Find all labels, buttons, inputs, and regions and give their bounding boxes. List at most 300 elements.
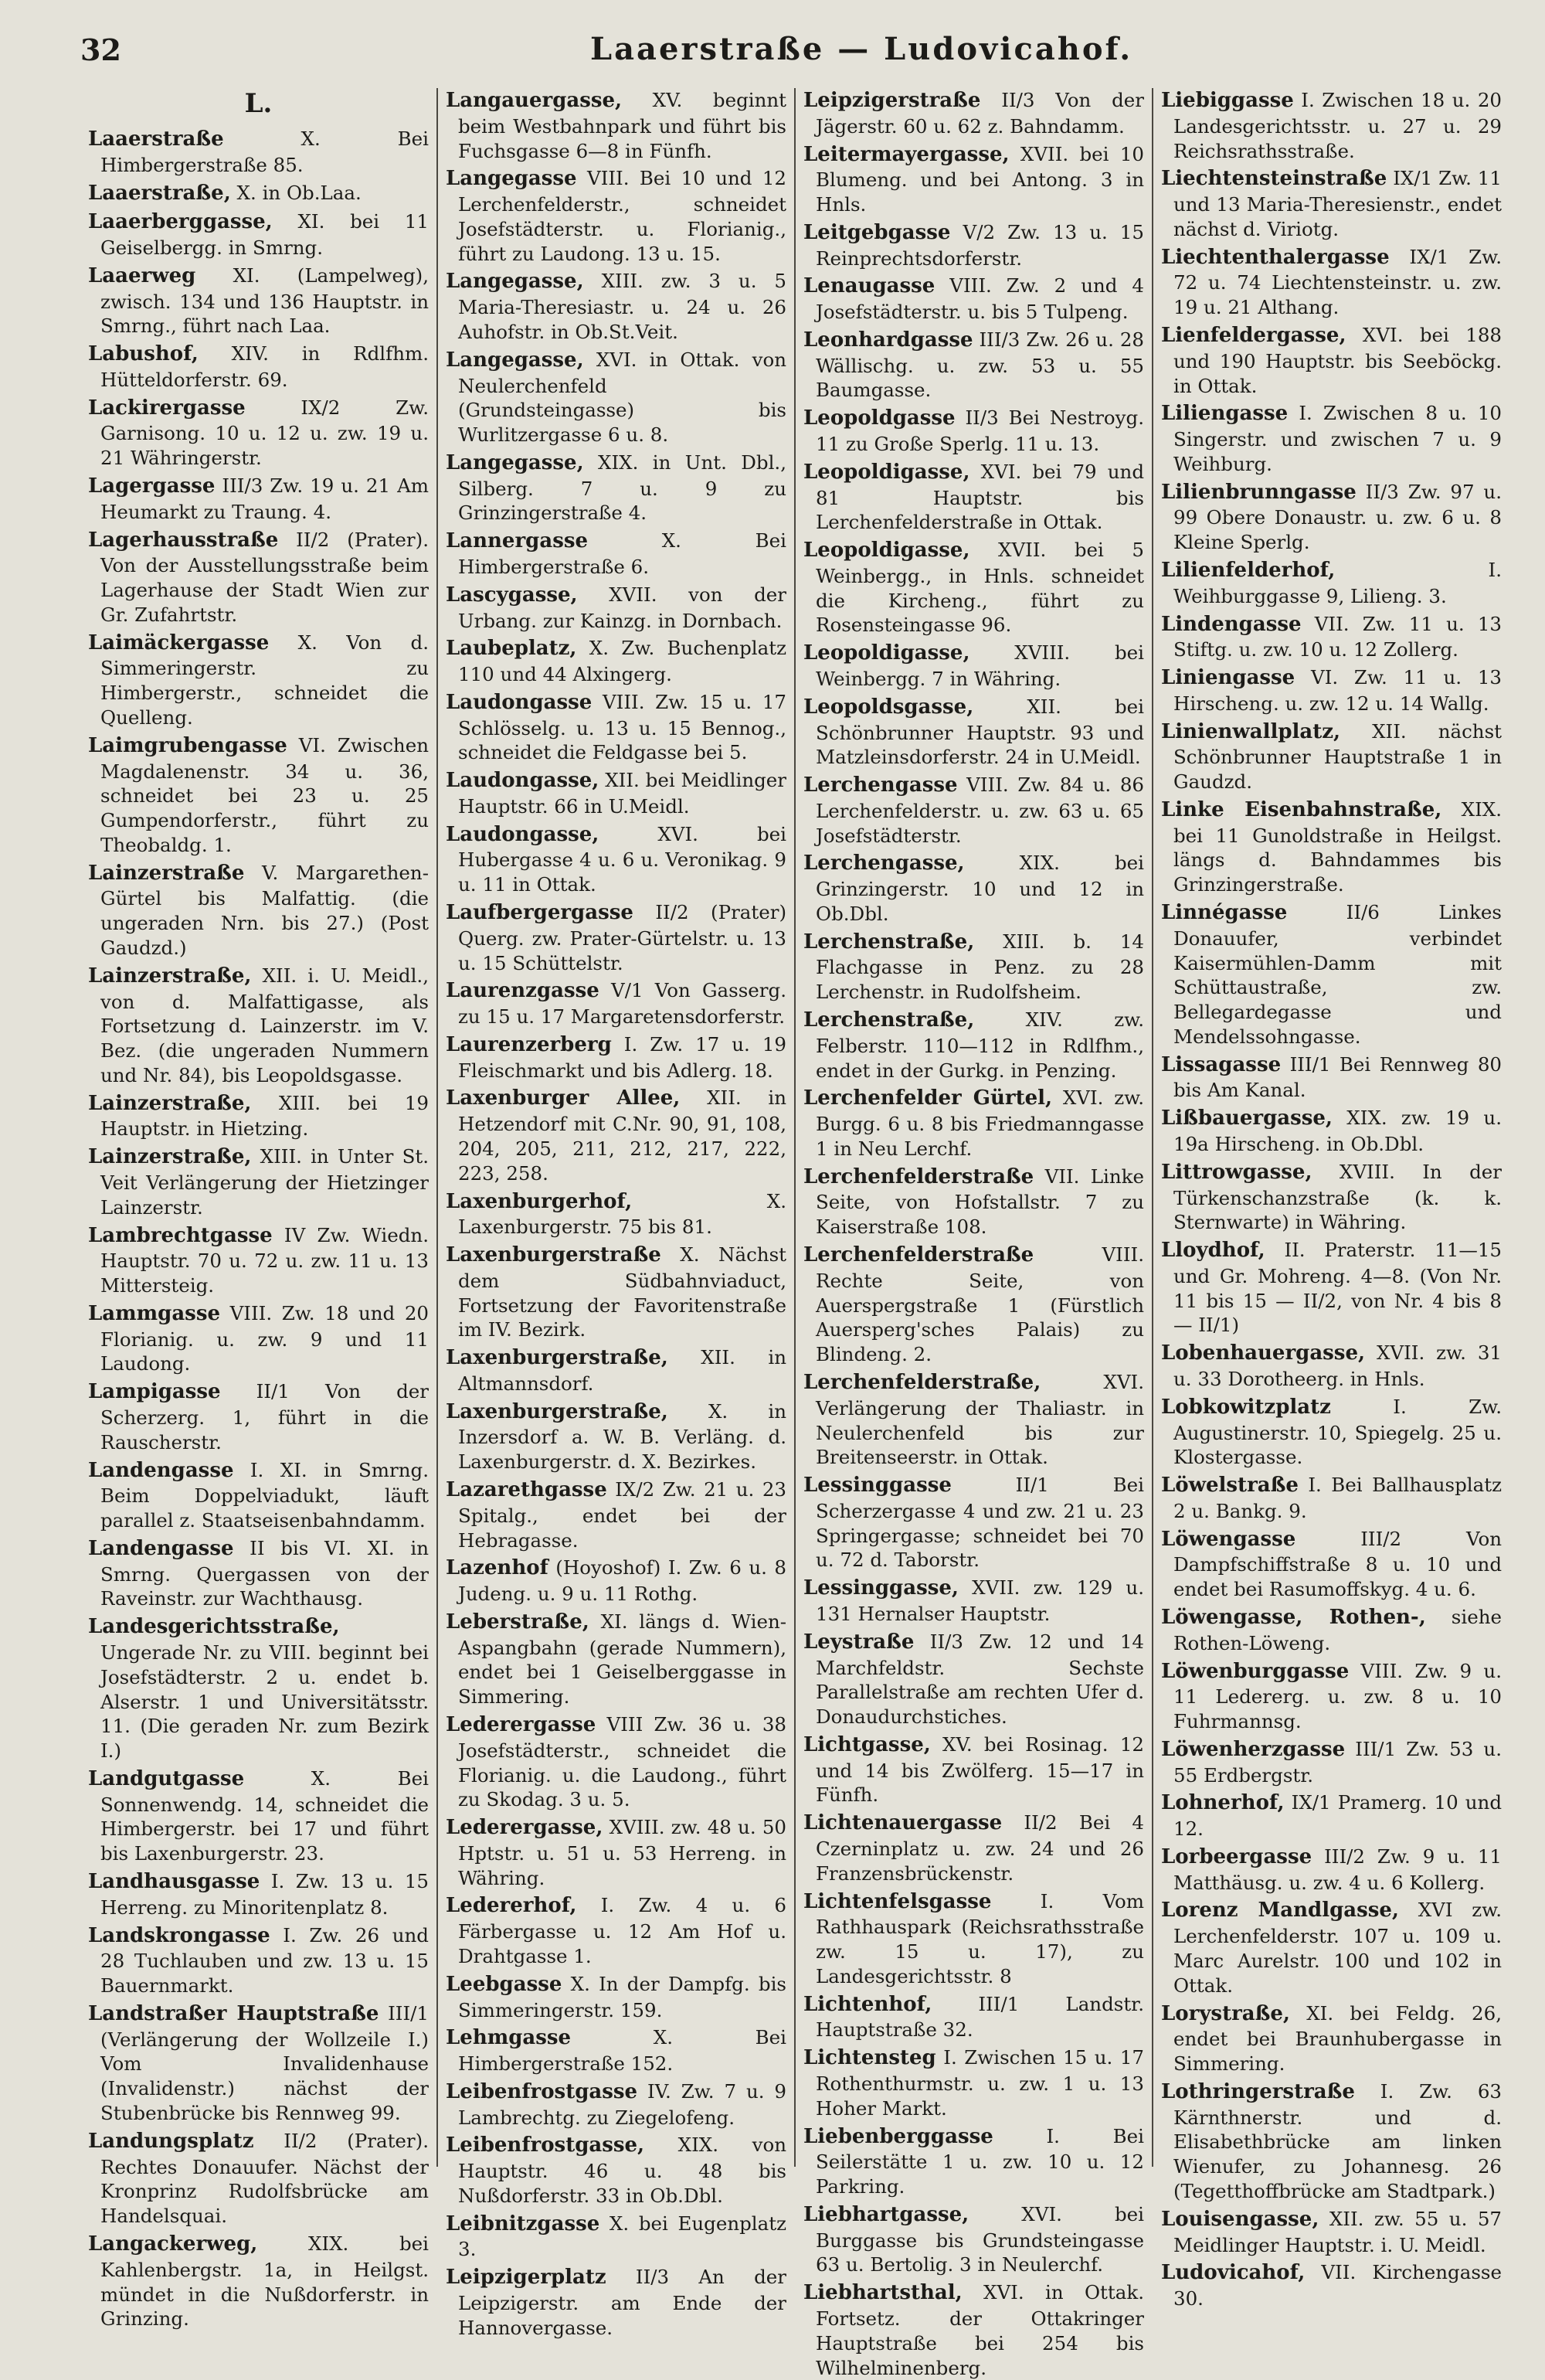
- street-entry: [88, 1766, 429, 1866]
- street-entry: [88, 631, 429, 730]
- street-entry: [803, 1473, 1144, 1572]
- street-entry: [88, 181, 429, 207]
- street-description: VIII. Zw. 84 u. 86 Lerchenfelderstr. u. zw. 63 u. 65 Josefstädterstr.: [816, 774, 1144, 847]
- street-name: Leonhardgasse: [803, 328, 973, 352]
- street-description: III/1 Zw. 53 u. 55 Erdbergstr.: [1173, 1737, 1502, 1787]
- street-description: I. Zwischen 18 u. 20 Landesgerichtsstr. u. 27 u. 29 Reichsrathsstraße.: [1173, 89, 1502, 162]
- street-entry: [803, 695, 1144, 770]
- street-name: Lainzerstraße,: [88, 964, 252, 988]
- street-name: Laxenburgerstraße,: [446, 1399, 668, 1423]
- street-name: Landengasse: [88, 1536, 234, 1560]
- street-entry: [88, 342, 429, 393]
- street-name: Lederergasse,: [446, 1816, 603, 1840]
- street-description: VIII. Zw. 18 und 20 Florianig. u. zw. 9 und 11 Laudong.: [100, 1301, 429, 1375]
- street-name: Ledererhof,: [446, 1894, 577, 1918]
- street-description: X. bei Eugenplatz 3.: [458, 2212, 786, 2261]
- street-name: Leipzigerstraße: [803, 89, 981, 112]
- street-name: Lessinggasse: [803, 1474, 952, 1498]
- street-name: Landskrongasse: [88, 1923, 270, 1947]
- street-description: I. Zwischen 8 u. 10 Singerstr. und zwischen 7 u. 9 Weihburg.: [1173, 402, 1502, 475]
- street-entry: [446, 1556, 786, 1606]
- street-description: II/3 Bei Nestroyg. 11 zu Große Sperlg. 11 u. 13.: [816, 406, 1144, 455]
- section-letter-heading: L.: [244, 88, 273, 119]
- street-entry: [446, 1477, 786, 1552]
- street-name: Lohnerhof,: [1161, 1791, 1285, 1815]
- street-entry: [446, 978, 786, 1029]
- street-entry: [1161, 1659, 1502, 1734]
- street-description: XIII. bei 19 Hauptstr. in Hietzing.: [100, 1091, 429, 1141]
- street-description: XVI. bei Burggasse bis Grundsteingasse 63 u. Bertolig. 3 in Neulerchf.: [816, 2202, 1144, 2276]
- street-name: Laimgrubengasse: [88, 733, 287, 757]
- street-name: Ludovicahof,: [1161, 2261, 1306, 2285]
- street-description: V. Margarethen-Gürtel bis Malfattig. (die ungeraden Nrn. bis 27.) (Post Gaudzd.): [100, 861, 429, 960]
- street-description: XVIII. bei Weinbergg. 7 in Währing.: [816, 641, 1144, 690]
- street-entry: [1161, 1844, 1502, 1896]
- street-description: XI. bei 11 Geiselbergg. in Smrng.: [100, 210, 429, 259]
- street-description: XII. bei Schönbrunner Hauptstr. 93 und Matzleinsdorferstr. 24 in U.Meidl.: [816, 695, 1144, 769]
- street-description: X. Bei Himbergerstraße 6.: [458, 529, 786, 578]
- street-name: Lobenhauergasse,: [1161, 1341, 1366, 1365]
- street-description: XIX. von Hauptstr. 46 u. 48 bis Nußdorferstr. 33 in Ob.Dbl.: [458, 2134, 786, 2207]
- street-entry: [803, 1992, 1144, 2043]
- street-entry: [446, 1712, 786, 1812]
- street-entry: [88, 1223, 429, 1298]
- street-description: X. Zw. Buchenplatz 110 und 44 Alxingerg.: [458, 637, 786, 686]
- street-name: Leystraße: [803, 1630, 915, 1654]
- street-description: IX/2 Zw. 21 u. 23 Spitalg., endet bei der Hebragasse.: [458, 1478, 786, 1552]
- street-description: X. In der Dampfg. bis Simmeringerstr. 159.: [458, 1972, 786, 2021]
- street-name: Leopoldigasse,: [803, 460, 970, 484]
- street-entry: [446, 1815, 786, 1890]
- street-name: Laudongasse,: [446, 822, 599, 846]
- street-entry: [803, 1630, 1144, 1729]
- street-entry: [88, 2129, 429, 2229]
- street-description: II/2 (Prater) Querg. zw. Prater-Gürtelstr. u. 13 u. 15 Schüttelstr.: [458, 901, 786, 974]
- street-entry: [803, 538, 1144, 638]
- street-name: Lerchengasse: [803, 774, 958, 797]
- street-name: Leitermayergasse,: [803, 142, 1010, 166]
- street-name: Lichtensteg: [803, 2046, 936, 2070]
- street-description: X. Bei Himbergerstraße 152.: [458, 2026, 786, 2076]
- street-name: Laudongasse,: [446, 769, 599, 793]
- street-entry: [1161, 1790, 1502, 1841]
- street-name: Lascygasse,: [446, 583, 578, 607]
- street-description: XI. (Lampelweg), zwisch. 134 und 136 Hauptstr. in Smrng., führt nach Laa.: [100, 264, 429, 338]
- street-description: III/1 (Verlängerung der Wollzeile I.) Vom Invalidenhause (Invalidenstr.) nächst der Stubenbrücke bis Rennweg 99.: [100, 2001, 429, 2125]
- street-description: II/2 (Prater). Von der Ausstellungsstraße beim Lagerhause der Stadt Wien zur Gr. Zufahrtstr.: [100, 528, 429, 626]
- street-entry: [446, 822, 786, 897]
- street-entry: [1161, 1473, 1502, 1524]
- street-entry: [1161, 88, 1502, 163]
- street-entry: [446, 2133, 786, 2208]
- street-entry: [1161, 2260, 1502, 2311]
- street-description: II bis VI. XI. in Smrng. Quergassen von der Raveinstr. zur Wachthausg.: [100, 1536, 429, 1610]
- street-entry: [88, 209, 429, 260]
- street-name: Löwenburggasse: [1161, 1659, 1350, 1683]
- street-entry: [803, 220, 1144, 271]
- street-description: XI. längs d. Wien-Aspangbahn (gerade Nummern), endet bei 1 Geiselberggasse in Simmering.: [458, 1610, 786, 1708]
- street-entry: [446, 768, 786, 819]
- street-description: X. Bei Himbergerstraße 85.: [100, 128, 429, 176]
- street-entry: [1161, 797, 1502, 897]
- street-description: XIV. zw. Felberstr. 110—112 in Rdlfhm., endet in der Gurkg. in Penzing.: [816, 1008, 1144, 1082]
- street-name: Lienfeldergasse,: [1161, 323, 1346, 347]
- street-entry: [446, 2265, 786, 2340]
- street-description: XIX. in Unt. Dbl., Silberg. 7 u. 9 zu Grinzingerstraße 4.: [458, 450, 786, 525]
- street-description: XII. i. U. Meidl., von d. Malfattigasse, als Fortsetzung d. Lainzerstr. im V. Bez. (die ungeraden Nummern und Nr. 84), bis Leopoldsgasse.: [100, 964, 429, 1086]
- street-entry: [1161, 2001, 1502, 2076]
- street-entry: [1161, 1605, 1502, 1656]
- street-name: Lainzerstraße,: [88, 1145, 252, 1169]
- street-description: III/3 Zw. 19 u. 21 Am Heumarkt zu Traung. 4.: [100, 474, 429, 523]
- street-name: Lagergasse: [88, 474, 216, 498]
- street-name: Liebhartsthal,: [803, 2281, 963, 2305]
- street-name: Lederergasse: [446, 1713, 596, 1737]
- street-name: Louisengasse,: [1161, 2207, 1319, 2231]
- street-name: Laufbergergasse: [446, 901, 633, 925]
- street-name: Leitgebgasse: [803, 220, 951, 244]
- street-entry: [446, 1399, 786, 1474]
- street-entry: [446, 529, 786, 580]
- street-name: Lazarethgasse: [446, 1478, 607, 1502]
- street-entry: [446, 2025, 786, 2076]
- street-name: Lilienfelderhof,: [1161, 558, 1336, 582]
- street-name: Leopoldgasse: [803, 406, 956, 430]
- street-entry: [88, 264, 429, 338]
- street-entry: [1161, 1052, 1502, 1103]
- street-name: Langegasse,: [446, 348, 584, 372]
- street-name: Laxenburger Allee,: [446, 1086, 681, 1110]
- street-name: Labushof,: [88, 342, 199, 366]
- columns-container: [80, 88, 1509, 2379]
- street-entry: [1161, 719, 1502, 794]
- street-name: Liechtenthalergasse: [1161, 245, 1390, 269]
- street-entry: [88, 396, 429, 471]
- street-description: IV Zw. Wiedn. Hauptstr. 70 u. 72 u. zw. 11 u. 13 Mittersteig.: [100, 1223, 429, 1297]
- street-name: Lindengasse: [1161, 612, 1302, 636]
- street-description: XVII. zw. 31 u. 33 Dorotheerg. in Hnls.: [1173, 1341, 1502, 1390]
- street-description: I. Weihburggasse 9, Lilieng. 3.: [1173, 558, 1502, 607]
- street-entry: [446, 1345, 786, 1396]
- street-entry: [88, 1614, 429, 1763]
- street-entry: [1161, 1737, 1502, 1788]
- street-name: Lilienbrunngasse: [1161, 480, 1357, 504]
- street-name: Langegasse,: [446, 450, 584, 474]
- street-entry: [1161, 1160, 1502, 1235]
- street-description: VII. Linke Seite, von Hofstallstr. 7 zu Kaiserstraße 108.: [816, 1164, 1144, 1239]
- street-entry: [446, 88, 786, 163]
- street-description: XVIII. In der Türkenschanzstraße (k. k. Sternwarte) in Währing.: [1173, 1160, 1502, 1234]
- street-entry: [803, 851, 1144, 926]
- street-description: II/2 (Prater). Rechtes Donauufer. Nächst der Kronprinz Rudolfsbrücke am Handelsquai.: [100, 2129, 429, 2228]
- street-description: X. Nächst dem Südbahnviaduct, Fortsetzung der Favoritenstraße im IV. Bezirk.: [458, 1243, 786, 1341]
- street-name: Laubeplatz,: [446, 637, 577, 661]
- street-name: Lerchenfelderstraße,: [803, 1370, 1041, 1394]
- street-name: Langegasse,: [446, 270, 584, 294]
- street-entry: [446, 690, 786, 765]
- street-description: VIII. Zw. 9 u. 11 Ledererg. u. zw. 8 u. 10 Fuhrmannsg.: [1173, 1659, 1502, 1733]
- street-description: I. Bei Seilerstätte 1 u. zw. 10 u. 12 Parkring.: [816, 2124, 1144, 2198]
- street-description: XIX. zw. 19 u. 19a Hirscheng. in Ob.Dbl.: [1173, 1107, 1502, 1155]
- street-description: XVII. von der Urbang. zur Kainzg. in Dornbach.: [458, 583, 786, 632]
- street-name: Lorenz Mandlgasse,: [1161, 1899, 1399, 1923]
- street-description: XVI. zw. Burgg. 6 u. 8 bis Friedmanngasse 1 in Neu Lerchf.: [816, 1086, 1144, 1160]
- street-name: Laaerberggasse,: [88, 210, 273, 234]
- street-description: III/1 Bei Rennweg 80 bis Am Kanal.: [1173, 1052, 1502, 1102]
- street-description: VIII. Zw. 15 u. 17 Schlösselg. u. 13 u. 15 Bennog., schneidet die Feldgasse bei 5.: [458, 690, 786, 764]
- street-name: Lainzerstraße: [88, 861, 245, 885]
- street-name: Lißbauergasse,: [1161, 1107, 1333, 1130]
- street-entry: [803, 460, 1144, 535]
- street-entry: [88, 861, 429, 960]
- street-entry: [803, 1810, 1144, 1885]
- street-description: XIII. b. 14 Flachgasse in Penz. zu 28 Lerchenstr. in Rudolfsheim.: [816, 930, 1144, 1004]
- street-entry: [88, 474, 429, 525]
- street-entry: [1161, 900, 1502, 1049]
- street-name: Linke Eisenbahnstraße,: [1161, 797, 1442, 821]
- street-description: X. Laxenburgerstr. 75 bis 81.: [458, 1189, 786, 1239]
- street-description: XVI. Verlängerung der Thaliastr. in Neulerchenfeld bis zur Breitenseerstr. in Ottak.: [816, 1370, 1144, 1469]
- street-entry: [803, 88, 1144, 139]
- street-description: I. Zw. 17 u. 19 Fleischmarkt und bis Adlerg. 18.: [458, 1032, 786, 1082]
- street-name: Lichtenauergasse: [803, 1811, 1003, 1835]
- street-description: II/1 Bei Scherzergasse 4 und zw. 21 u. 23 Springergasse; schneidet bei 70 u. 72 d. Taborstr.: [816, 1474, 1144, 1572]
- street-entry: [446, 583, 786, 634]
- street-entry: [88, 2232, 429, 2331]
- street-description: X. Von d. Simmeringerstr. zu Himbergerstr., schneidet die Quelleng.: [100, 631, 429, 729]
- column-3: [794, 88, 1152, 2379]
- street-description: VI. Zw. 11 u. 13 Hirscheng. u. zw. 12 u. 14 Wallg.: [1173, 666, 1502, 715]
- street-description: IX/2 Zw. Garnisong. 10 u. 12 u. zw. 19 u. 21 Währingerstr.: [100, 396, 429, 470]
- street-name: Löwengasse, Rothen-,: [1161, 1605, 1426, 1629]
- street-description: VII. Zw. 11 u. 13 Stiftg. u. zw. 10 u. 12 Zollerg.: [1173, 612, 1502, 661]
- street-entry: [803, 1008, 1144, 1083]
- street-entry: [88, 733, 429, 858]
- street-name: Lammgasse: [88, 1301, 220, 1325]
- street-name: Laudongasse: [446, 690, 593, 714]
- street-description: II/3 Zw. 97 u. 99 Obere Donaustr. u. zw. 6 u. 8 Kleine Sperlg.: [1173, 480, 1502, 554]
- street-entry: [88, 1923, 429, 1998]
- street-description: III/2 Von Dampfschiffstraße 8 u. 10 und endet bei Rasumoffskyg. 4 u. 6.: [1173, 1527, 1502, 1601]
- street-entry: [88, 1869, 429, 1920]
- street-entry: [803, 930, 1144, 1005]
- column-1: [80, 88, 436, 2331]
- street-description: XVII. zw. 129 u. 131 Hernalser Hauptstr.: [816, 1576, 1144, 1625]
- street-entry: [803, 142, 1144, 217]
- street-name: Langegasse: [446, 167, 577, 191]
- street-name: Lehmgasse: [446, 2026, 572, 2050]
- street-name: Laurenzgasse: [446, 979, 599, 1003]
- street-description: XI. bei Feldg. 26, endet bei Braunhubergasse in Simmering.: [1173, 2001, 1502, 2076]
- street-name: Landgutgasse: [88, 1766, 245, 1790]
- street-name: Lambrechtgasse: [88, 1223, 273, 1247]
- street-entry: [803, 2280, 1144, 2380]
- street-name: Linnégasse: [1161, 901, 1288, 925]
- street-name: Lainzerstraße,: [88, 1091, 252, 1115]
- street-entry: [1161, 1395, 1502, 1470]
- street-entry: [446, 1243, 786, 1342]
- street-name: Leibenfrostgasse,: [446, 2134, 645, 2157]
- street-name: Lannergasse: [446, 529, 589, 553]
- street-description: XVI zw. Lerchenfelderstr. 107 u. 109 u. Marc Aurelstr. 100 und 102 in Ottak.: [1173, 1899, 1502, 1997]
- street-name: Landengasse: [88, 1458, 234, 1482]
- street-description: IX/1 Zw. 72 u. 74 Liechtensteinstr. u. zw. 19 u. 21 Althang.: [1173, 245, 1502, 319]
- street-description: I. XI. in Smrng. Beim Doppelviadukt, läuft parallel z. Staatseisenbahndamm.: [100, 1458, 429, 1532]
- street-entry: [803, 2202, 1144, 2277]
- street-description: II/6 Linkes Donauufer, verbindet Kaisermühlen-Damm mit Schüttaustraße, zw. Bellegardegasse und Mendelssohngasse.: [1173, 901, 1502, 1048]
- street-description: XII. in Altmannsdorf.: [458, 1346, 786, 1395]
- street-description: XII. zw. 55 u. 57 Meidlinger Hauptstr. i. U. Meidl.: [1173, 2207, 1502, 2256]
- street-description: I. Zw. 4 u. 6 Färbergasse u. 12 Am Hof u. Drahtgasse 1.: [458, 1894, 786, 1968]
- street-name: Lerchenfelderstraße: [803, 1243, 1034, 1267]
- street-entry: [1161, 245, 1502, 320]
- street-name: Löwenherzgasse: [1161, 1737, 1346, 1761]
- street-entry: [446, 269, 786, 344]
- street-name: Löwelstraße: [1161, 1474, 1299, 1498]
- street-name: Liniengasse: [1161, 666, 1295, 690]
- street-description: I. Bei Ballhausplatz 2 u. Bankg. 9.: [1173, 1474, 1502, 1522]
- street-name: Landhausgasse: [88, 1870, 260, 1894]
- street-entry: [803, 406, 1144, 457]
- page-header: [80, 26, 1509, 88]
- street-description: XII. bei Meidlinger Hauptstr. 66 in U.Meidl.: [458, 769, 786, 818]
- street-name: Lissagasse: [1161, 1052, 1282, 1076]
- street-entry: [803, 328, 1144, 403]
- street-name: Leibnitzgasse: [446, 2212, 600, 2236]
- street-description: III/2 Zw. 9 u. 11 Matthäusg. u. zw. 4 u. 6 Kollerg.: [1173, 1844, 1502, 1894]
- street-name: Liebenberggasse: [803, 2124, 993, 2148]
- street-name: Leopoldigasse,: [803, 641, 970, 665]
- street-description: XVI. bei 79 und 81 Hauptstr. bis Lerchenfelderstraße in Ottak.: [816, 460, 1144, 534]
- street-description: I. Zwischen 15 u. 17 Rothenthurmstr. u. zw. 1 u. 13 Hoher Markt.: [816, 2046, 1144, 2120]
- street-description: XIX. bei 11 Gunoldstraße in Heilgst. längs d. Bahndammes bis Grinzingerstraße.: [1173, 797, 1502, 896]
- street-name: Lampigasse: [88, 1380, 221, 1404]
- page-number: 32: [80, 32, 121, 67]
- street-name: Leebgasse: [446, 1972, 562, 1996]
- street-description: I. Zw. 13 u. 15 Herreng. zu Minoritenplatz 8.: [100, 1870, 429, 1919]
- street-name: Lazenhof: [446, 1556, 548, 1580]
- street-description: IV. Zw. 7 u. 9 Lambrechtg. zu Ziegelofeng.: [458, 2079, 786, 2129]
- street-entry: [803, 1164, 1144, 1239]
- street-description: XV. bei Rosinag. 12 und 14 bis Zwölferg. 15—17 in Fünfh.: [816, 1732, 1144, 1807]
- street-entry: [1161, 1106, 1502, 1157]
- street-name: Lerchenfelder Gürtel,: [803, 1086, 1053, 1110]
- running-title: Laaerstraße — Ludovicahof.: [590, 31, 1133, 67]
- street-entry: [446, 1086, 786, 1185]
- street-name: Leberstraße,: [446, 1610, 589, 1634]
- street-name: Lorbeergasse: [1161, 1844, 1312, 1868]
- street-name: Lorystraße,: [1161, 2001, 1290, 2025]
- street-entry: [88, 1536, 429, 1611]
- street-description: V/2 Zw. 13 u. 15 Reinprechtsdorferstr.: [816, 220, 1144, 270]
- street-entry: [803, 2045, 1144, 2120]
- street-description: VIII. Rechte Seite, von Auerspergstraße 1 (Fürstlich Auersperg'sches Palais) zu Blindeng. 2.: [816, 1243, 1144, 1366]
- street-entry: [1161, 166, 1502, 241]
- street-name: Liechtensteinstraße: [1161, 167, 1387, 191]
- street-entry: [1161, 612, 1502, 663]
- street-description: II/3 Zw. 12 und 14 Marchfeldstr. Sechste Parallelstraße am rechten Ufer d. Donaudurchstiches.: [816, 1630, 1144, 1729]
- street-entry: [803, 773, 1144, 848]
- street-description: IX/1 Pramerg. 10 und 12.: [1173, 1791, 1502, 1841]
- street-description: II/3 Von der Jägerstr. 60 u. 62 z. Bahndamm.: [816, 89, 1144, 138]
- street-name: Lenaugasse: [803, 274, 935, 298]
- street-entry: [88, 2001, 429, 2126]
- street-name: Laimäckergasse: [88, 631, 270, 654]
- street-entry: [88, 127, 429, 178]
- street-entry: [88, 1301, 429, 1376]
- street-entry: [1161, 558, 1502, 609]
- street-entry: [1161, 480, 1502, 555]
- street-description: X. Bei Sonnenwendg. 14, schneidet die Himbergerstr. bei 17 und führt bis Laxenburgerstr. 23.: [100, 1766, 429, 1865]
- street-description: II/3 An der Leipzigerstr. am Ende der Hannovergasse.: [458, 2266, 786, 2339]
- street-description: XVII. bei 10 Blumeng. und bei Antong. 3 in Hnls.: [816, 142, 1144, 216]
- street-entry: [88, 1458, 429, 1533]
- street-name: Landesgerichtsstraße,: [88, 1615, 340, 1639]
- street-entry: [1161, 1527, 1502, 1602]
- column-4: [1152, 88, 1509, 2310]
- street-name: Lackirergasse: [88, 396, 246, 420]
- street-entry: [88, 964, 429, 1088]
- street-name: Laxenburgerhof,: [446, 1189, 633, 1213]
- street-name: Langauergasse,: [446, 89, 623, 112]
- street-entry: [88, 1379, 429, 1454]
- street-name: Landungsplatz: [88, 2129, 254, 2153]
- street-name: Laurenzerberg: [446, 1032, 612, 1056]
- street-entry: [1161, 2207, 1502, 2258]
- street-description: I. Zw. 26 und 28 Tuchlauben und zw. 13 u. 15 Bauernmarkt.: [100, 1923, 429, 1998]
- street-entry: [1161, 665, 1502, 716]
- street-description: XVI. bei Hubergasse 4 u. 6 u. Veronikag. 9 u. 11 in Ottak.: [458, 822, 786, 896]
- street-entry: [803, 1889, 1144, 1989]
- street-entry: [446, 166, 786, 266]
- street-description: VIII. Zw. 2 und 4 Josefstädterstr. u. bis 5 Tulpeng.: [816, 274, 1144, 324]
- street-description: VII. Kirchengasse 30.: [1173, 2261, 1502, 2310]
- street-name: Lichtgasse,: [803, 1732, 931, 1756]
- street-name: Leibenfrostgasse: [446, 2079, 638, 2103]
- street-name: Laxenburgerstraße,: [446, 1346, 668, 1370]
- street-description: I. Vom Rathhauspark (Reichsrathsstraße zw. 15 u. 17), zu Landesgerichtsstr. 8: [816, 1889, 1144, 1987]
- street-entry: [1161, 1898, 1502, 1998]
- street-name: Laaerstraße,: [88, 181, 231, 205]
- street-description: XII. in Hetzendorf mit C.Nr. 90, 91, 108, 204, 205, 211, 212, 217, 222, 223, 258.: [458, 1086, 787, 1185]
- street-description: XIV. in Rdlfhm. Hütteldorferstr. 69.: [100, 342, 429, 391]
- street-description: III/3 Zw. 26 u. 28 Wällischg. u. zw. 53 u. 55 Baumgasse.: [816, 328, 1144, 402]
- street-name: Laaerweg: [88, 264, 196, 287]
- street-name: Lessinggasse,: [803, 1576, 959, 1600]
- street-entry: [446, 1972, 786, 2023]
- street-name: Lobkowitzplatz: [1161, 1395, 1331, 1419]
- street-description: XVI. bei 188 und 190 Hauptstr. bis Seeböckg. in Ottak.: [1173, 323, 1502, 397]
- street-description: XVI. in Ottak. Fortsetz. der Ottakringer Hauptstraße bei 254 bis Wilhelminenberg.: [816, 2281, 1144, 2379]
- street-description: X. in Inzersdorf a. W. B. Verläng. d. Laxenburgerstr. d. X. Bezirkes.: [458, 1399, 786, 1474]
- street-entry: [803, 1243, 1144, 1367]
- street-name: Lothringerstraße: [1161, 2079, 1355, 2103]
- street-entry: [1161, 323, 1502, 398]
- street-description: IX/1 Zw. 11 und 13 Maria-Theresienstr., endet nächst d. Viriotg.: [1173, 167, 1502, 240]
- street-entry: [803, 641, 1144, 692]
- street-entry: [446, 636, 786, 687]
- street-name: Landstraßer Hauptstraße: [88, 2001, 379, 2025]
- street-name: Liebhartgasse,: [803, 2202, 969, 2226]
- street-name: Lerchenstraße,: [803, 1008, 975, 1032]
- street-description: XII. nächst Schönbrunner Hauptstraße 1 in Gaudzd.: [1173, 719, 1502, 794]
- street-name: Lerchenfelderstraße: [803, 1164, 1034, 1188]
- street-name: Leopoldsgasse,: [803, 695, 974, 719]
- street-description: (Hoyoshof) I. Zw. 6 u. 8 Judeng. u. 9 u. 11 Rothg.: [458, 1556, 786, 1606]
- street-name: Leipzigerplatz: [446, 2266, 606, 2290]
- street-description: VIII Zw. 36 u. 38 Josefstädterstr., schneidet die Florianig. u. die Laudong., führt zu Skodag. 3 u. 5.: [458, 1713, 786, 1811]
- street-description: I. Zw. Augustinerstr. 10, Spiegelg. 25 u. Klostergasse.: [1173, 1395, 1502, 1469]
